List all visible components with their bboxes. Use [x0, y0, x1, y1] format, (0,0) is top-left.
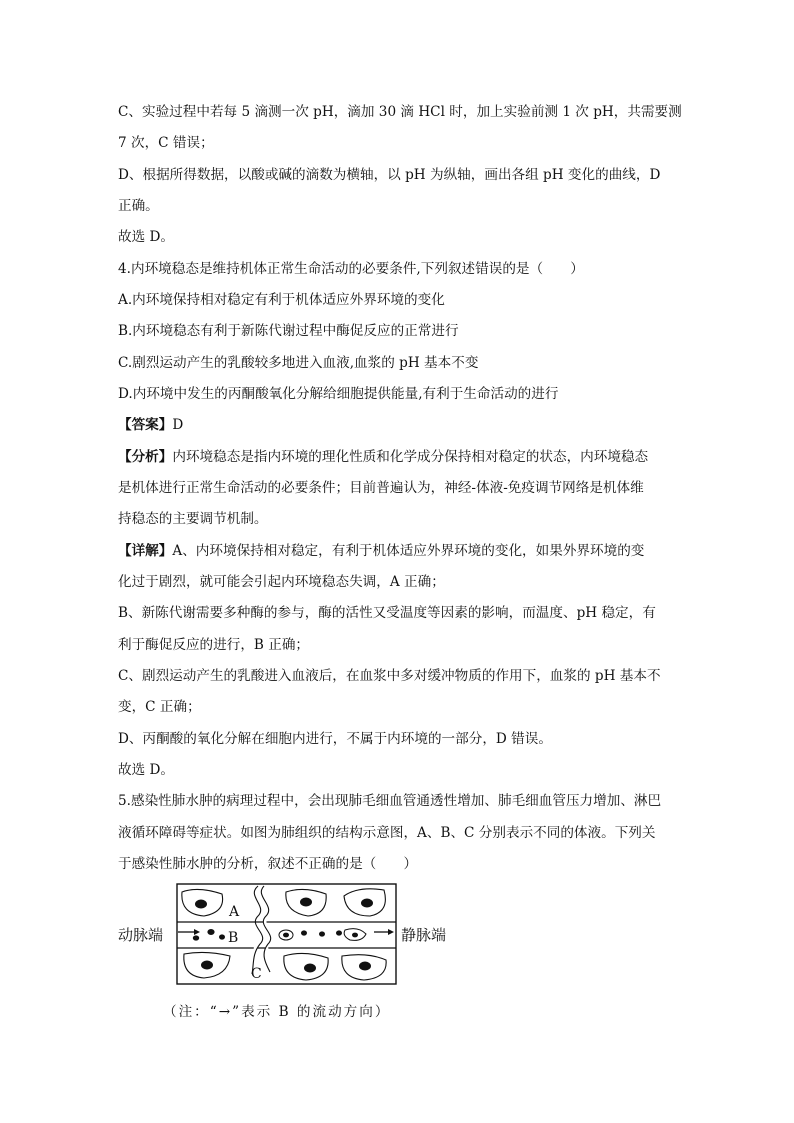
text-line: C、实验过程中若每 5 滴测一次 pH，滴加 30 滴 HCl 时，加上实验前测 1 次 pH，共需要测	[118, 104, 682, 120]
text-line: 7 次，C 错误；	[118, 135, 214, 151]
detail-tag: 【详解】	[118, 543, 173, 559]
analysis-line	[118, 448, 648, 466]
text-line: 液循环障碍等症状。如图为肺组织的结构示意图，A、B、C 分别表示不同的体液。下列关	[118, 825, 656, 841]
label-b: B	[228, 930, 239, 946]
blood-cell	[319, 931, 325, 936]
arrow-icon: →	[218, 1004, 233, 1020]
blood-cell	[193, 935, 199, 940]
tissue-cell	[344, 889, 385, 916]
option-a: A.内环境保持相对稳定有利于机体适应外界环境的变化	[118, 292, 445, 308]
text-line: B、新陈代谢需要多种酶的参与，酶的活性又受温度等因素的影响，而温度、pH 稳定，有	[118, 605, 656, 621]
tissue-cell	[284, 953, 328, 980]
lymph-vessel	[252, 886, 271, 974]
text-line: D、根据所得数据，以酸或碱的滴数为横轴，以 pH 为纵轴，画出各组 pH 变化的曲线，D	[118, 167, 661, 183]
lung-tissue-diagram	[118, 882, 458, 992]
text-line: 正确。	[118, 198, 159, 214]
text-line: 于感染性肺水肿的分析，叙述不正确的是（ ）	[118, 856, 418, 872]
white-blood-cell-nucleus	[283, 933, 289, 938]
flow-arrow-right	[374, 929, 394, 935]
tissue-cell	[182, 889, 223, 916]
flow-arrow-left	[178, 929, 200, 935]
blood-cell	[336, 930, 342, 935]
text-line: C、剧烈运动产生的乳酸进入血液后，在血浆中多对缓冲物质的作用下，血浆的 pH 基本不	[118, 668, 661, 684]
question-5-stem: 5.感染性肺水肿的病理过程中，会出现肺毛细血管通透性增加、肺毛细血管压力增加、淋巴	[118, 793, 662, 809]
detail-line	[118, 542, 644, 560]
analysis-text: 内环境稳态是指内环境的理化性质和化学成分保持相对稳定的状态，内环境稳态	[172, 449, 649, 465]
blood-cell	[219, 934, 225, 939]
note-suffix: ”表示 B 的流动方向）	[232, 1004, 391, 1020]
text-line: 故选 D。	[118, 762, 175, 778]
option-d: D.内环境中发生的丙酮酸氧化分解给细胞提供能量,有利于生命活动的进行	[118, 386, 559, 402]
tissue-cell	[184, 952, 230, 978]
text-line: 持稳态的主要调节机制。	[118, 511, 268, 527]
detail-text: A、内环境保持相对稳定，有利于机体适应外界环境的变化，如果外界环境的变	[172, 543, 645, 559]
answer-tag: 【答案】	[118, 417, 173, 433]
text-line: 是机体进行正常生命活动的必要条件；目前普遍认为，神经-体液-免疫调节网络是机体维	[118, 480, 644, 496]
label-arterial-end: 动脉端	[118, 926, 164, 944]
option-c: C.剧烈运动产生的乳酸较多地进入血液,血浆的 pH 基本不变	[118, 355, 479, 371]
text-line: 利于酶促反应的进行，B 正确；	[118, 637, 310, 653]
text-line: 变，C 正确；	[118, 699, 201, 715]
white-blood-cell-nucleus	[352, 933, 358, 938]
label-venous-end: 静脉端	[401, 926, 447, 944]
blood-cell	[207, 929, 214, 935]
answer-value: D	[172, 417, 184, 433]
label-a: A	[229, 904, 240, 920]
analysis-tag: 【分析】	[118, 449, 173, 465]
answer-line	[118, 416, 183, 434]
diagram-note	[163, 1000, 390, 1020]
label-c: C	[251, 966, 262, 982]
tissue-cell	[286, 889, 326, 916]
blood-cell	[301, 930, 307, 935]
note-prefix: （注：“	[163, 1004, 219, 1020]
tissue-cell	[342, 955, 386, 980]
text-line: 故选 D。	[118, 229, 175, 245]
question-4-stem: 4.内环境稳态是维持机体正常生命活动的必要条件,下列叙述错误的是（ ）	[118, 261, 584, 277]
text-line: D、丙酮酸的氧化分解在细胞内进行，不属于内环境的一部分，D 错误。	[118, 731, 552, 747]
option-b: B.内环境稳态有利于新陈代谢过程中酶促反应的正常进行	[118, 323, 459, 339]
text-line: 化过于剧烈，就可能会引起内环境稳态失调，A 正确；	[118, 574, 445, 590]
